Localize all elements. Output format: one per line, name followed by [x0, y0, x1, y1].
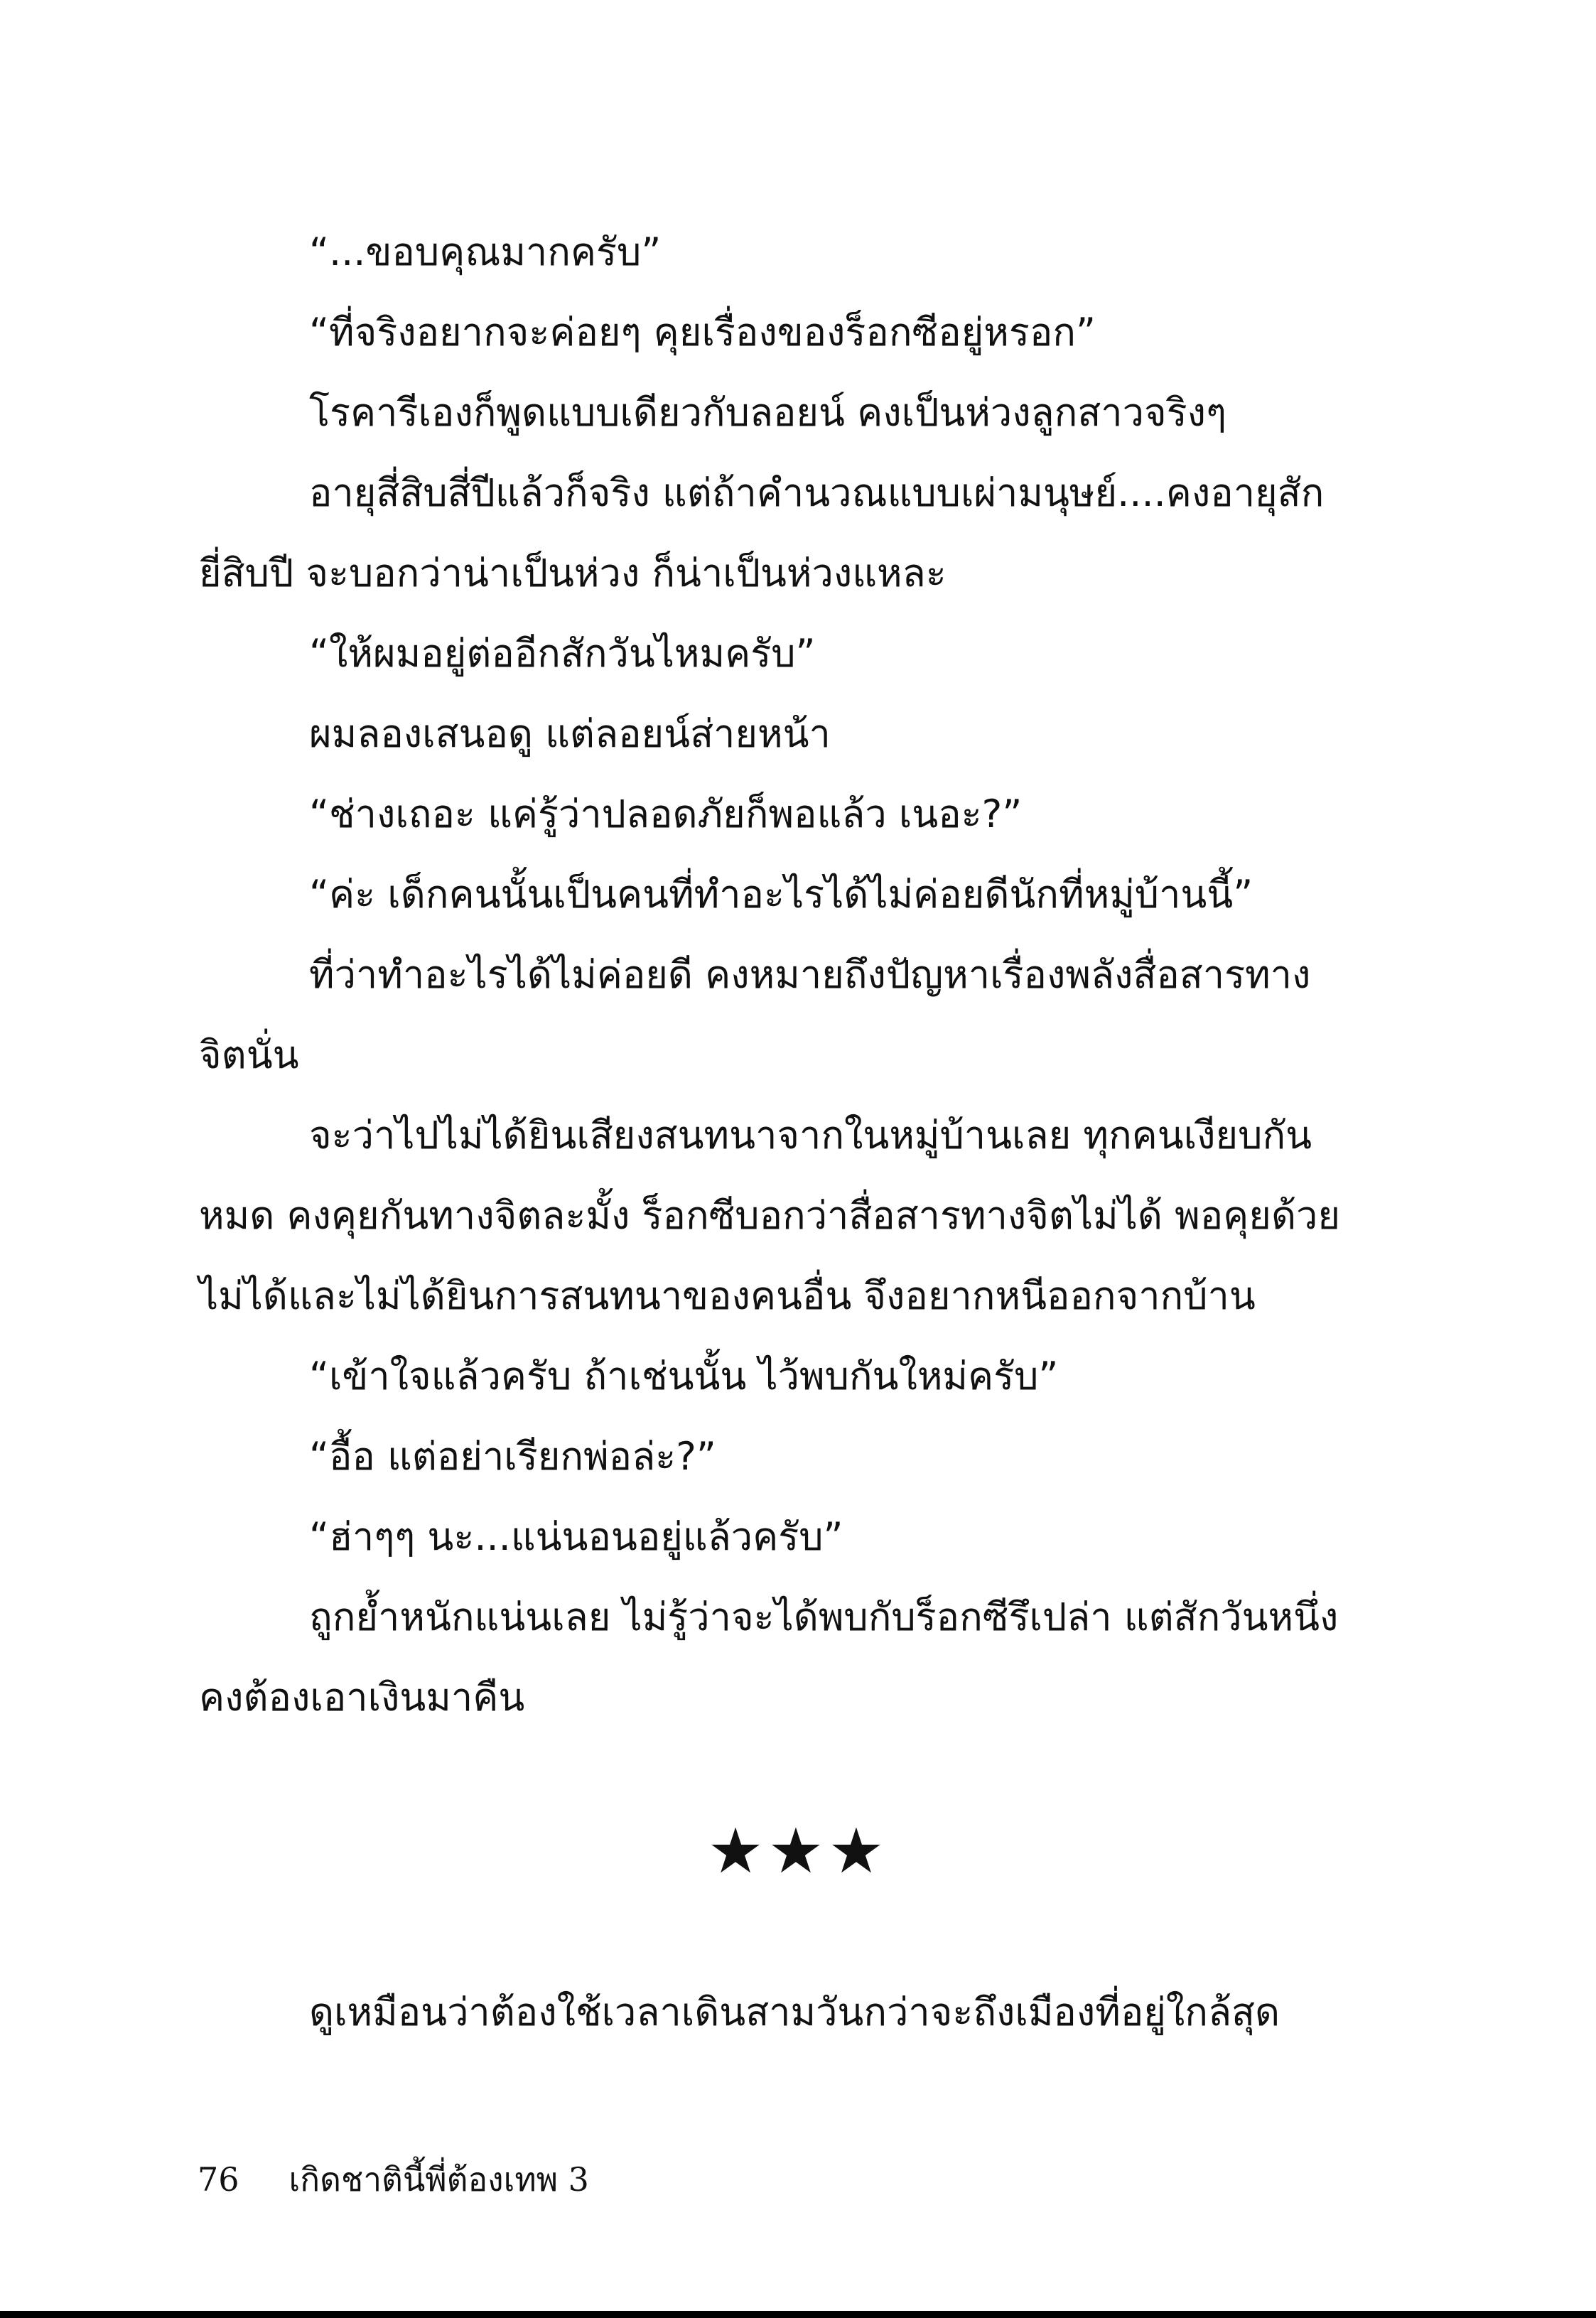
book-title: เกิดชาตินี้พี่ต้องเทพ 3	[289, 2160, 589, 2199]
paragraph-line: ไม่ได้และไม่ได้ยินการสนทนาของคนอื่น จึงอยากหนีออกจากบ้าน	[199, 1273, 1256, 1318]
paragraph-line: “...ขอบคุณมากครับ”	[309, 230, 662, 274]
body-text	[199, 212, 1340, 1737]
paragraph-line: “ช่างเถอะ แค่รู้ว่าปลอดภัยก็พอแล้ว เนอะ?”	[309, 792, 1023, 836]
paragraph-line: จิตนั่น	[199, 1033, 299, 1077]
paragraph-line: ถูกย้ำหนักแน่นเลย ไม่รู้ว่าจะได้พบกับร็อกซีรึเปล่า แต่สักวันหนึ่ง	[309, 1595, 1339, 1639]
paragraph-line: “เข้าใจแล้วครับ ถ้าเช่นนั้น ไว้พบกันใหม่ครับ”	[309, 1354, 1059, 1398]
paragraph-line: “ที่จริงอยากจะค่อยๆ คุยเรื่องของร็อกซีอยู่หรอก”	[309, 310, 1096, 355]
paragraph-line: ดูเหมือนว่าต้องใช้เวลาเดินสามวันกว่าจะถึงเมืองที่อยู่ใกล้สุด	[309, 1990, 1280, 2034]
paragraph-line: หมด คงคุยกันทางจิตละมั้ง ร็อกซีบอกว่าสื่อสารทางจิตไม่ได้ พอคุยด้วย	[199, 1193, 1340, 1238]
page-footer	[198, 2155, 589, 2204]
paragraph-line: อายุสี่สิบสี่ปีแล้วก็จริง แต่ถ้าคำนวณแบบเผ่ามนุษย์....คงอายุสัก	[309, 470, 1325, 515]
page-number: 76	[198, 2160, 239, 2199]
paragraph-line: “ค่ะ เด็กคนนั้นเป็นคนที่ทำอะไรได้ไม่ค่อยดีนักที่หมู่บ้านนี้”	[309, 872, 1253, 917]
paragraph-line: โรคารีเองก็พูดแบบเดียวกับลอยน์ คงเป็นห่วงลูกสาวจริงๆ	[309, 390, 1226, 435]
paragraph-line: ยี่สิบปี จะบอกว่าน่าเป็นห่วง ก็น่าเป็นห่วงแหละ	[199, 551, 947, 595]
bottom-rule	[0, 2311, 1596, 2318]
scene-break-stars: ★★★	[707, 1814, 889, 1887]
paragraph-line: คงต้องเอาเงินมาคืน	[199, 1675, 525, 1720]
paragraph-line: “ให้ผมอยู่ต่ออีกสักวันไหมครับ”	[309, 631, 816, 676]
paragraph-line: “อื้อ แต่อย่าเรียกพ่อล่ะ?”	[309, 1434, 716, 1479]
paragraph-line: ที่ว่าทำอะไรได้ไม่ค่อยดี คงหมายถึงปัญหาเรื่องพลังสื่อสารทาง	[309, 952, 1311, 997]
paragraph-line: ผมลองเสนอดู แต่ลอยน์ส่ายหน้า	[309, 711, 831, 756]
paragraph-line: จะว่าไปไม่ได้ยินเสียงสนทนาจากในหมู่บ้านเลย ทุกคนเงียบกัน	[309, 1113, 1312, 1158]
paragraph-line: “ฮ่าๆๆ นะ...แน่นอนอยู่แล้วครับ”	[309, 1514, 843, 1559]
